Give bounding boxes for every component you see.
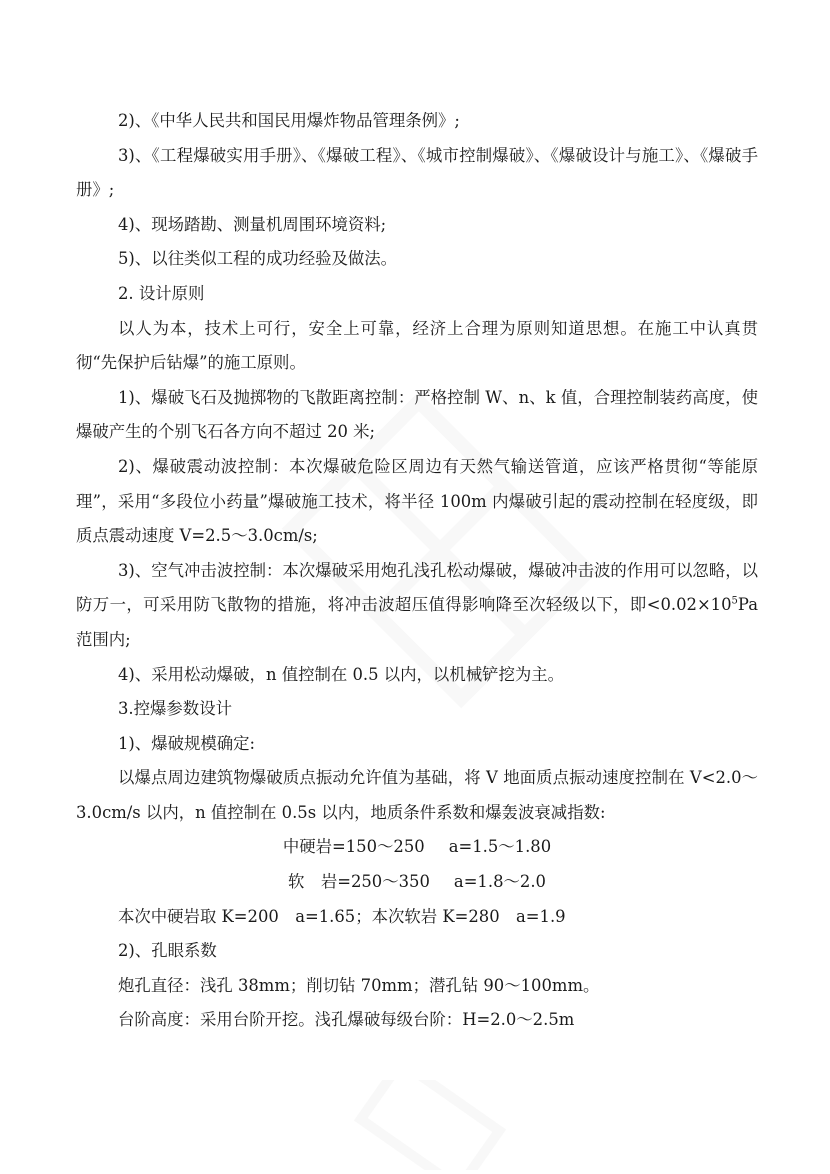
paragraph-vibration-limit: 以爆点周边建筑物爆破质点振动允许值为基础，将 V 地面质点振动速度控制在 V<2.0～3.0cm/s 以内，n 值控制在 0.5s 以内，地质条件系数和爆轰波衰减指数: [76,768,758,822]
formula1-a: a=1.5～1.80 [448,837,552,857]
paragraph-bench-height: 台阶高度：采用台阶开挖。浅孔爆破每级台阶：H=2.0～2.5m [118,1010,575,1030]
formula2-a: a=1.8～2.0 [453,872,546,892]
formula-soft-rock [76,865,758,900]
heading-param-design: 3.控爆参数设计 [118,699,232,719]
heading-design-principle: 2. 设计原则 [118,283,205,303]
airblast-text-before: 3)、空气冲击波控制：本次爆破采用炮孔浅孔松动爆破，爆破冲击波的作用可以忽略，以防万一，可采用防飞散物的措施，将冲击波超压值得影响降至次轻级以下，即<0.02×10 [76,560,758,615]
paragraph-references: 3)、《工程爆破实用手册》、《爆破工程》、《城市控制爆破》、《爆破设计与施工》、《爆破手册》; [76,145,758,200]
paragraph-hole-diameter: 炮孔直径：浅孔 38mm；削切钻 70mm；潜孔钻 90～100mm。 [118,975,600,995]
airblast-text-after: Pa 范围内; [76,595,758,649]
document-body [76,104,758,1038]
paragraph-principle-intro: 以人为本，技术上可行，安全上可靠，经济上合理为原则知道思想。在施工中认真贯彻“先保护后钻爆”的施工原则。 [76,318,758,373]
paragraph-site-survey: 4)、现场踏勘、测量机周围环境资料; [118,214,387,234]
airblast-exponent: 5 [731,595,738,607]
watermark-logo-bottom [330,1080,530,1170]
paragraph-vibration-control: 2)、爆破震动波控制：本次爆破危险区周边有天然气输送管道，应该严格贯彻“等能原理”，采用“多段位小药量”爆破施工技术，将半径 100m 内爆破引起的震动控制在轻度级，即质点震动速度 V=2.5～3.0cm/s; [76,456,758,546]
formula1-k: 中硬岩=150～250 [282,837,425,857]
formula2-k: 软 岩=250～350 [288,872,430,892]
paragraph-flyrock-control: 1)、爆破飞石及抛掷物的飞散距离控制：严格控制 W、n、k 值，合理控制装药高度，使爆破产生的个别飞石各方向不超过 20 米; [76,387,758,442]
paragraph-airblast-control [76,554,758,658]
paragraph-chosen-values: 本次中硬岩取 K=200 a=1.65；本次软岩 K=280 a=1.9 [118,906,566,926]
paragraph-regulation: 2)、《中华人民共和国民用爆炸物品管理条例》; [118,111,460,130]
paragraph-loose-blasting: 4)、采用松动爆破，n 值控制在 0.5 以内，以机械铲挖为主。 [118,664,565,684]
heading-hole-coefficients: 2)、孔眼系数 [118,941,217,961]
heading-blast-scale: 1)、爆破规模确定: [118,733,256,753]
paragraph-experience: 5)、以往类似工程的成功经验及做法。 [118,249,398,269]
formula-medium-hard-rock [76,830,758,865]
